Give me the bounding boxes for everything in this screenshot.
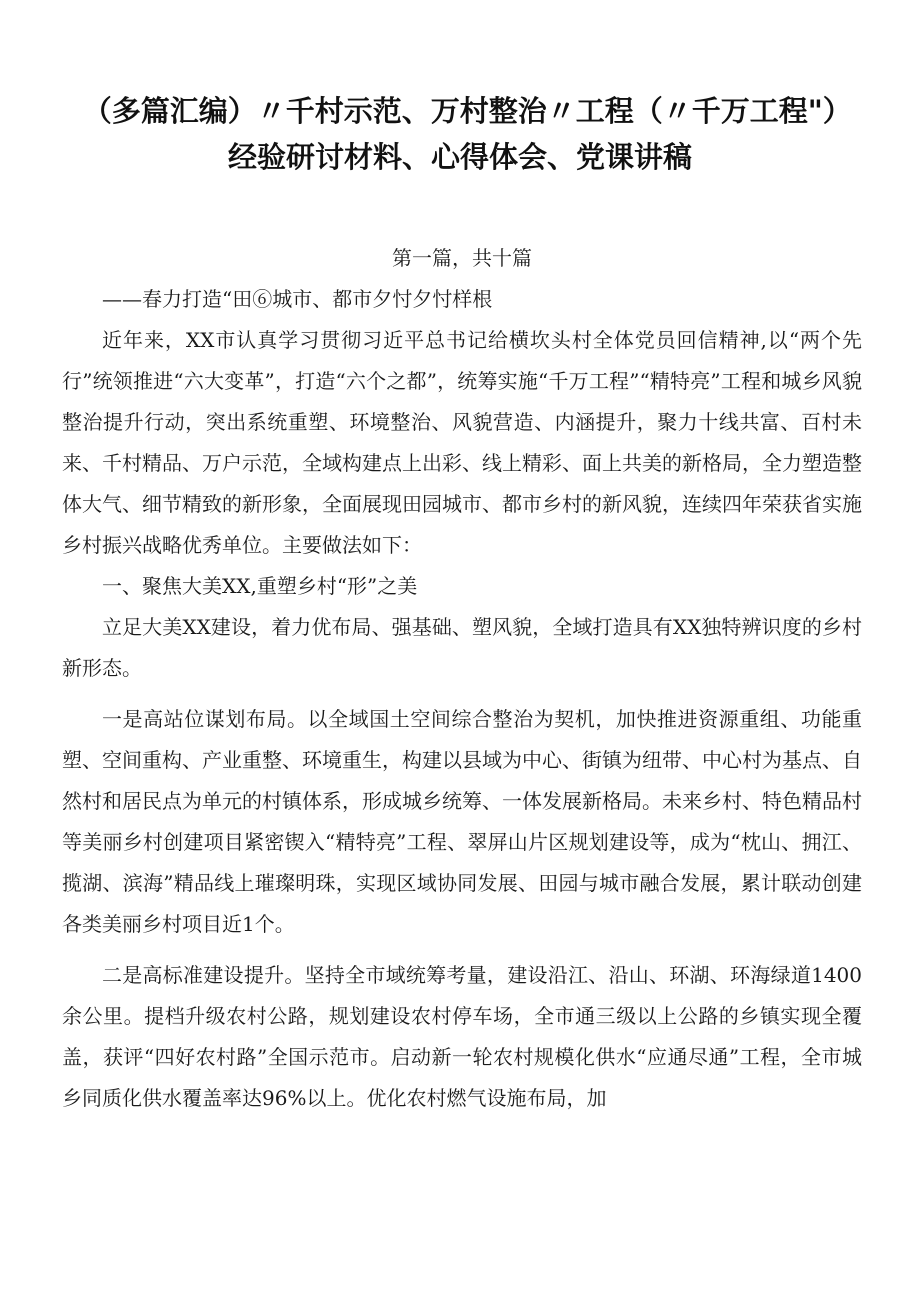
paragraph-point-2: 二是高标准建设提升。坚持全市域统筹考量，建设沿江、沿山、环湖、环海绿道1400余公里。提档升级农村公路，规划建设农村停车场，全市通三级以上公路的乡镇实现全覆盖，获评“四好农村路”全国示范市。启动新一轮农村规模化供水“应通尽通”工程，全市城乡同质化供水覆盖率达96%以上。优化农村燃气设施布局，加 — [62, 963, 862, 1110]
document-body — [62, 238, 862, 1119]
paragraph-intro: 近年来，XX市认真学习贯彻习近平总书记给横坎头村全体党员回信精神,以“两个先行”统领推进“六大变革”，打造“六个之都”，统筹实施“千万工程”“精特亮”工程和城乡风貌整治提升行动，突出系统重塑、环境整治、风貌营造、内涵提升，聚力十线共富、百村未来、千村精品、万户示范，全域构建点上出彩、线上精彩、面上共美的新格局，全力塑造整体大气、细节精致的新形象，全面展现田园城市、都市乡村的新风貌，连续四年荣获省实施乡村振兴战略优秀单位。主要做法如下： — [62, 328, 862, 557]
paragraph-section-1-intro: 立足大美XX建设，着力优布局、强基础、塑风貌，全域打造具有XX独特辨识度的乡村新形态。 — [62, 615, 862, 680]
document-title: （多篇汇编）〃千村示范、万村整治〃工程（〃千万工程"）经验研讨材料、心得体会、党课讲稿 — [82, 94, 838, 174]
paragraph-point-1: 一是高站位谋划布局。以全域国土空间综合整治为契机，加快推进资源重组、功能重塑、空间重构、产业重整、环境重生，构建以县域为中心、街镇为纽带、中心村为基点、自然村和居民点为单元的村镇体系，形成城乡统筹、一体发展新格局。未来乡村、特色精品村等美丽乡村创建项目紧密锲入“精特亮”工程、翠屏山片区规划建设等，成为“枕山、拥江、揽湖、滨海”精品线上璀璨明珠，实现区域协同发展、田园与城市融合发展，累计联动创建各类美丽乡村项目近1个。 — [62, 707, 862, 936]
part-label: 第一篇，共十篇 — [392, 246, 532, 270]
section-heading-1: 一、聚焦大美XX,重塑乡村“形”之美 — [102, 574, 418, 598]
document-subtitle: ——春力打造“田⑥城市、都市夕忖夕忖样根 — [102, 287, 493, 311]
